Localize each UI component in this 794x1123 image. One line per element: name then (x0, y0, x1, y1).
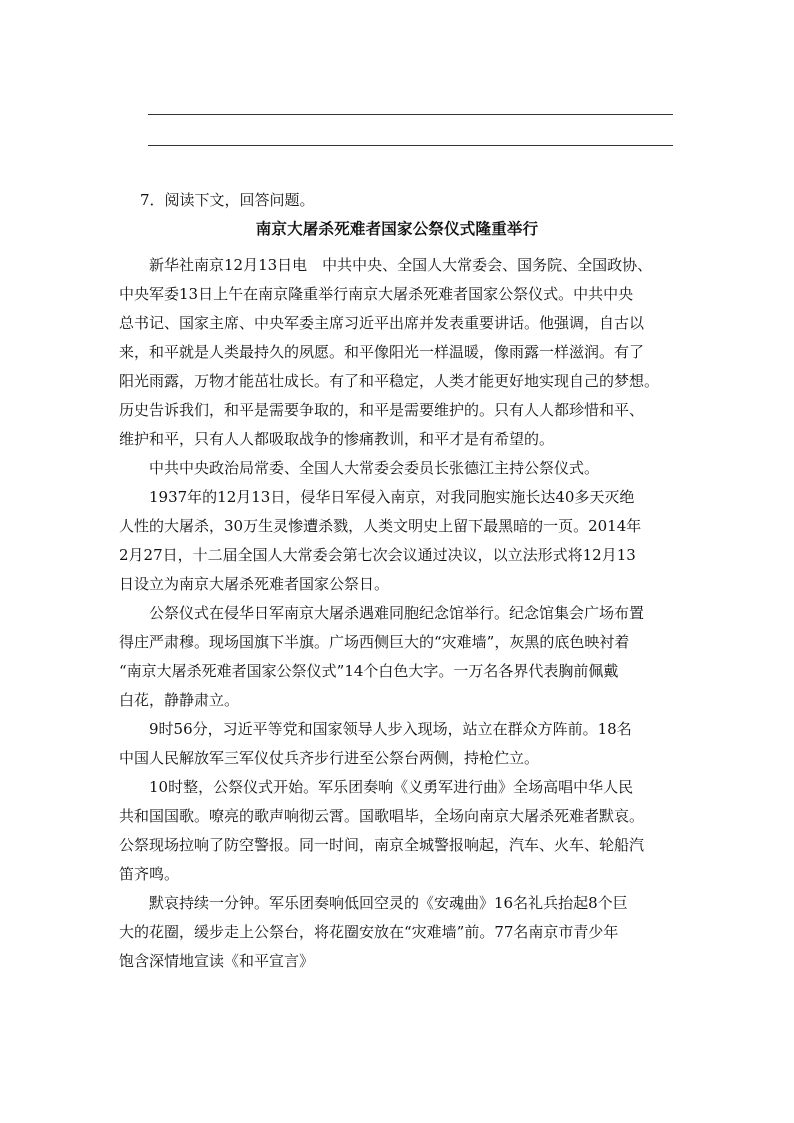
paragraph-line: 9时56分，习近平等党和国家领导人步入现场，站立在群众方阵前。18名 (149, 720, 632, 738)
paragraph-line: 日设立为南京大屠杀死难者国家公祭日。 (119, 575, 390, 593)
article-paragraph (119, 715, 679, 773)
paragraph-line: 大的花圈，缓步走上公祭台，将花圈安放在“灾难墙”前。77名南京市青少年 (119, 923, 619, 941)
paragraph-line: 来，和平就是人类最持久的夙愿。和平像阳光一样温暖，像雨露一样滋润。有了 (119, 343, 645, 361)
paragraph-line: 中共中央政治局常委、全国人大常委会委员长张德江主持公祭仪式。 (149, 459, 600, 477)
paragraph-line: 公祭现场拉响了防空警报。同一时间，南京全城警报响起，汽车、火车、轮船汽 (119, 836, 645, 854)
article-paragraph (119, 251, 679, 454)
paragraph-line: 公祭仪式在侵华日军南京大屠杀遇难同胞纪念馆举行。纪念馆集会广场布置 (149, 604, 645, 622)
paragraph-line: 中国人民解放军三军仪仗兵齐步行进至公祭台两侧，持枪伫立。 (119, 749, 540, 767)
paragraph-line: 2月27日，十二届全国人大常委会第七次会议通过决议，以立法形式将12月13 (119, 546, 636, 564)
article-paragraph (119, 889, 679, 976)
article-body (119, 251, 679, 976)
paragraph-line: 默哀持续一分钟。军乐团奏响低回空灵的《安魂曲》16名礼兵抬起8个巨 (149, 894, 628, 912)
paragraph-line: 笛齐鸣。 (119, 865, 180, 883)
answer-line (148, 145, 673, 146)
paragraph-line: 共和国国歌。嘹亮的歌声响彻云霄。国歌唱毕，全场向南京大屠杀死难者默哀。 (119, 807, 645, 825)
article-paragraph (119, 599, 679, 715)
paragraph-line: 历史告诉我们，和平是需要争取的，和平是需要维护的。只有人人都珍惜和平、 (119, 401, 645, 419)
article-title: 南京大屠杀死难者国家公祭仪式隆重举行 (255, 219, 539, 238)
paragraph-line: 人性的大屠杀，30万生灵惨遭杀戮，人类文明史上留下最黑暗的一页。2014年 (119, 517, 642, 535)
paragraph-line: 饱含深情地宣读《和平宣言》 (119, 952, 315, 970)
paragraph-line: 阳光雨露，万物才能茁壮成长。有了和平稳定，人类才能更好地实现自己的梦想。 (119, 372, 660, 390)
paragraph-line: 1937年的12月13日，侵华日军侵入南京，对我同胞实施长达40多天灭绝 (149, 488, 635, 506)
article-paragraph (119, 483, 679, 599)
paragraph-line: 维护和平，只有人人都吸取战争的惨痛教训，和平才是有希望的。 (119, 430, 555, 448)
paragraph-line: 得庄严肃穆。现场国旗下半旗。广场西侧巨大的“灾难墙”，灰黑的底色映衬着 (119, 633, 630, 651)
paragraph-line: 中央军委13日上午在南京隆重举行南京大屠杀死难者国家公祭仪式。中共中央 (119, 285, 634, 303)
paragraph-line: 总书记、国家主席、中央军委主席习近平出席并发表重要讲话。他强调，自古以 (119, 314, 645, 332)
answer-line (148, 114, 673, 115)
article-paragraph (119, 454, 679, 483)
question-prompt: 7．阅读下文，回答问题。 (140, 191, 315, 209)
paragraph-line: 新华社南京12月13日电 中共中央、全国人大常委会、国务院、全国政协、 (149, 256, 653, 274)
paragraph-line: 10时整，公祭仪式开始。军乐团奏响《义勇军进行曲》全场高唱中华人民 (149, 778, 634, 796)
paragraph-line: 白花，静静肃立。 (119, 691, 240, 709)
paragraph-line: “南京大屠杀死难者国家公祭仪式”14个白色大字。一万名各界代表胸前佩戴 (119, 662, 619, 680)
article-paragraph (119, 773, 679, 889)
